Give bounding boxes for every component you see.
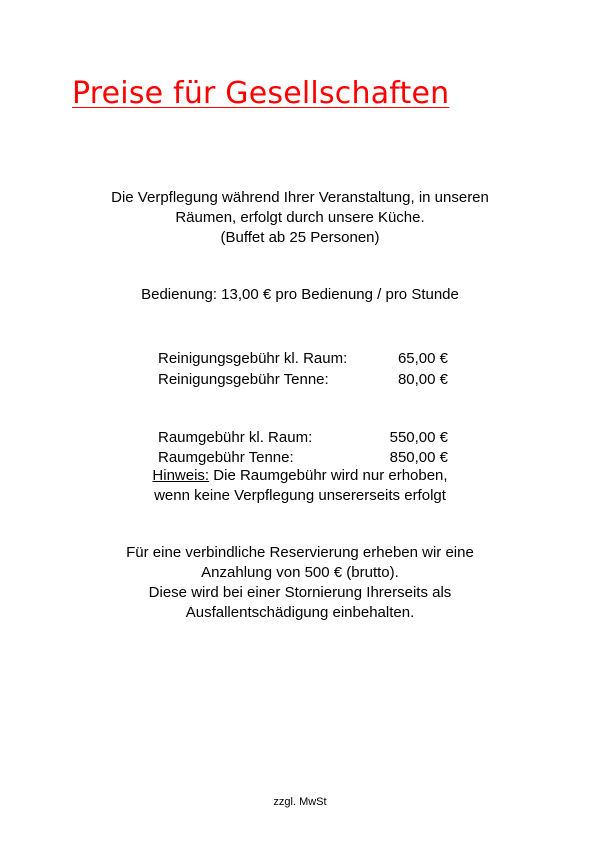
reservation-info — [0, 543, 600, 623]
catering-info — [0, 188, 600, 248]
hint-label: Hinweis: — [152, 467, 210, 484]
vat-footer: zzgl. MwSt — [273, 796, 327, 808]
page-title: Preise für Gesellschaften — [72, 76, 450, 111]
service-price: Bedienung: 13,00 € pro Bedienung / pro Stunde — [141, 286, 459, 303]
room-fee-note-line: wenn keine Verpflegung unsererseits erfolgt — [154, 487, 446, 504]
catering-info-line: Räumen, erfolgt durch unsere Küche. — [175, 209, 425, 226]
room-fee-small-room-label: Raumgebühr kl. Raum: — [158, 429, 313, 446]
cleaning-fee-tenne-amount: 80,00 € — [397, 371, 448, 388]
reservation-info-line: Diese wird bei einer Stornierung Ihrerseits als — [148, 584, 452, 601]
cleaning-fee-small-room-label: Reinigungsgebühr kl. Raum: — [158, 350, 348, 367]
cleaning-fee-small-room-amount: 65,00 € — [397, 350, 448, 367]
buffet-minimum-note: (Buffet ab 25 Personen) — [220, 229, 380, 246]
catering-info-line: Die Verpflegung während Ihrer Veranstaltung, in unseren — [111, 189, 489, 206]
room-fee-tenne-amount: 850,00 € — [389, 449, 448, 466]
hint-text: Die Raumgebühr wird nur erhoben, — [209, 467, 448, 484]
room-fee-note — [0, 466, 600, 506]
reservation-info-line: Für eine verbindliche Reservierung erheben wir eine — [126, 544, 474, 561]
cleaning-fee-tenne-label: Reinigungsgebühr Tenne: — [158, 371, 329, 388]
reservation-info-line: Anzahlung von 500 € (brutto). — [201, 564, 399, 581]
reservation-info-line: Ausfallentschädigung einbehalten. — [185, 604, 415, 621]
room-fee-note-line — [0, 466, 600, 486]
room-fee-tenne-label: Raumgebühr Tenne: — [158, 449, 294, 466]
room-fee-small-room-amount: 550,00 € — [389, 429, 448, 446]
